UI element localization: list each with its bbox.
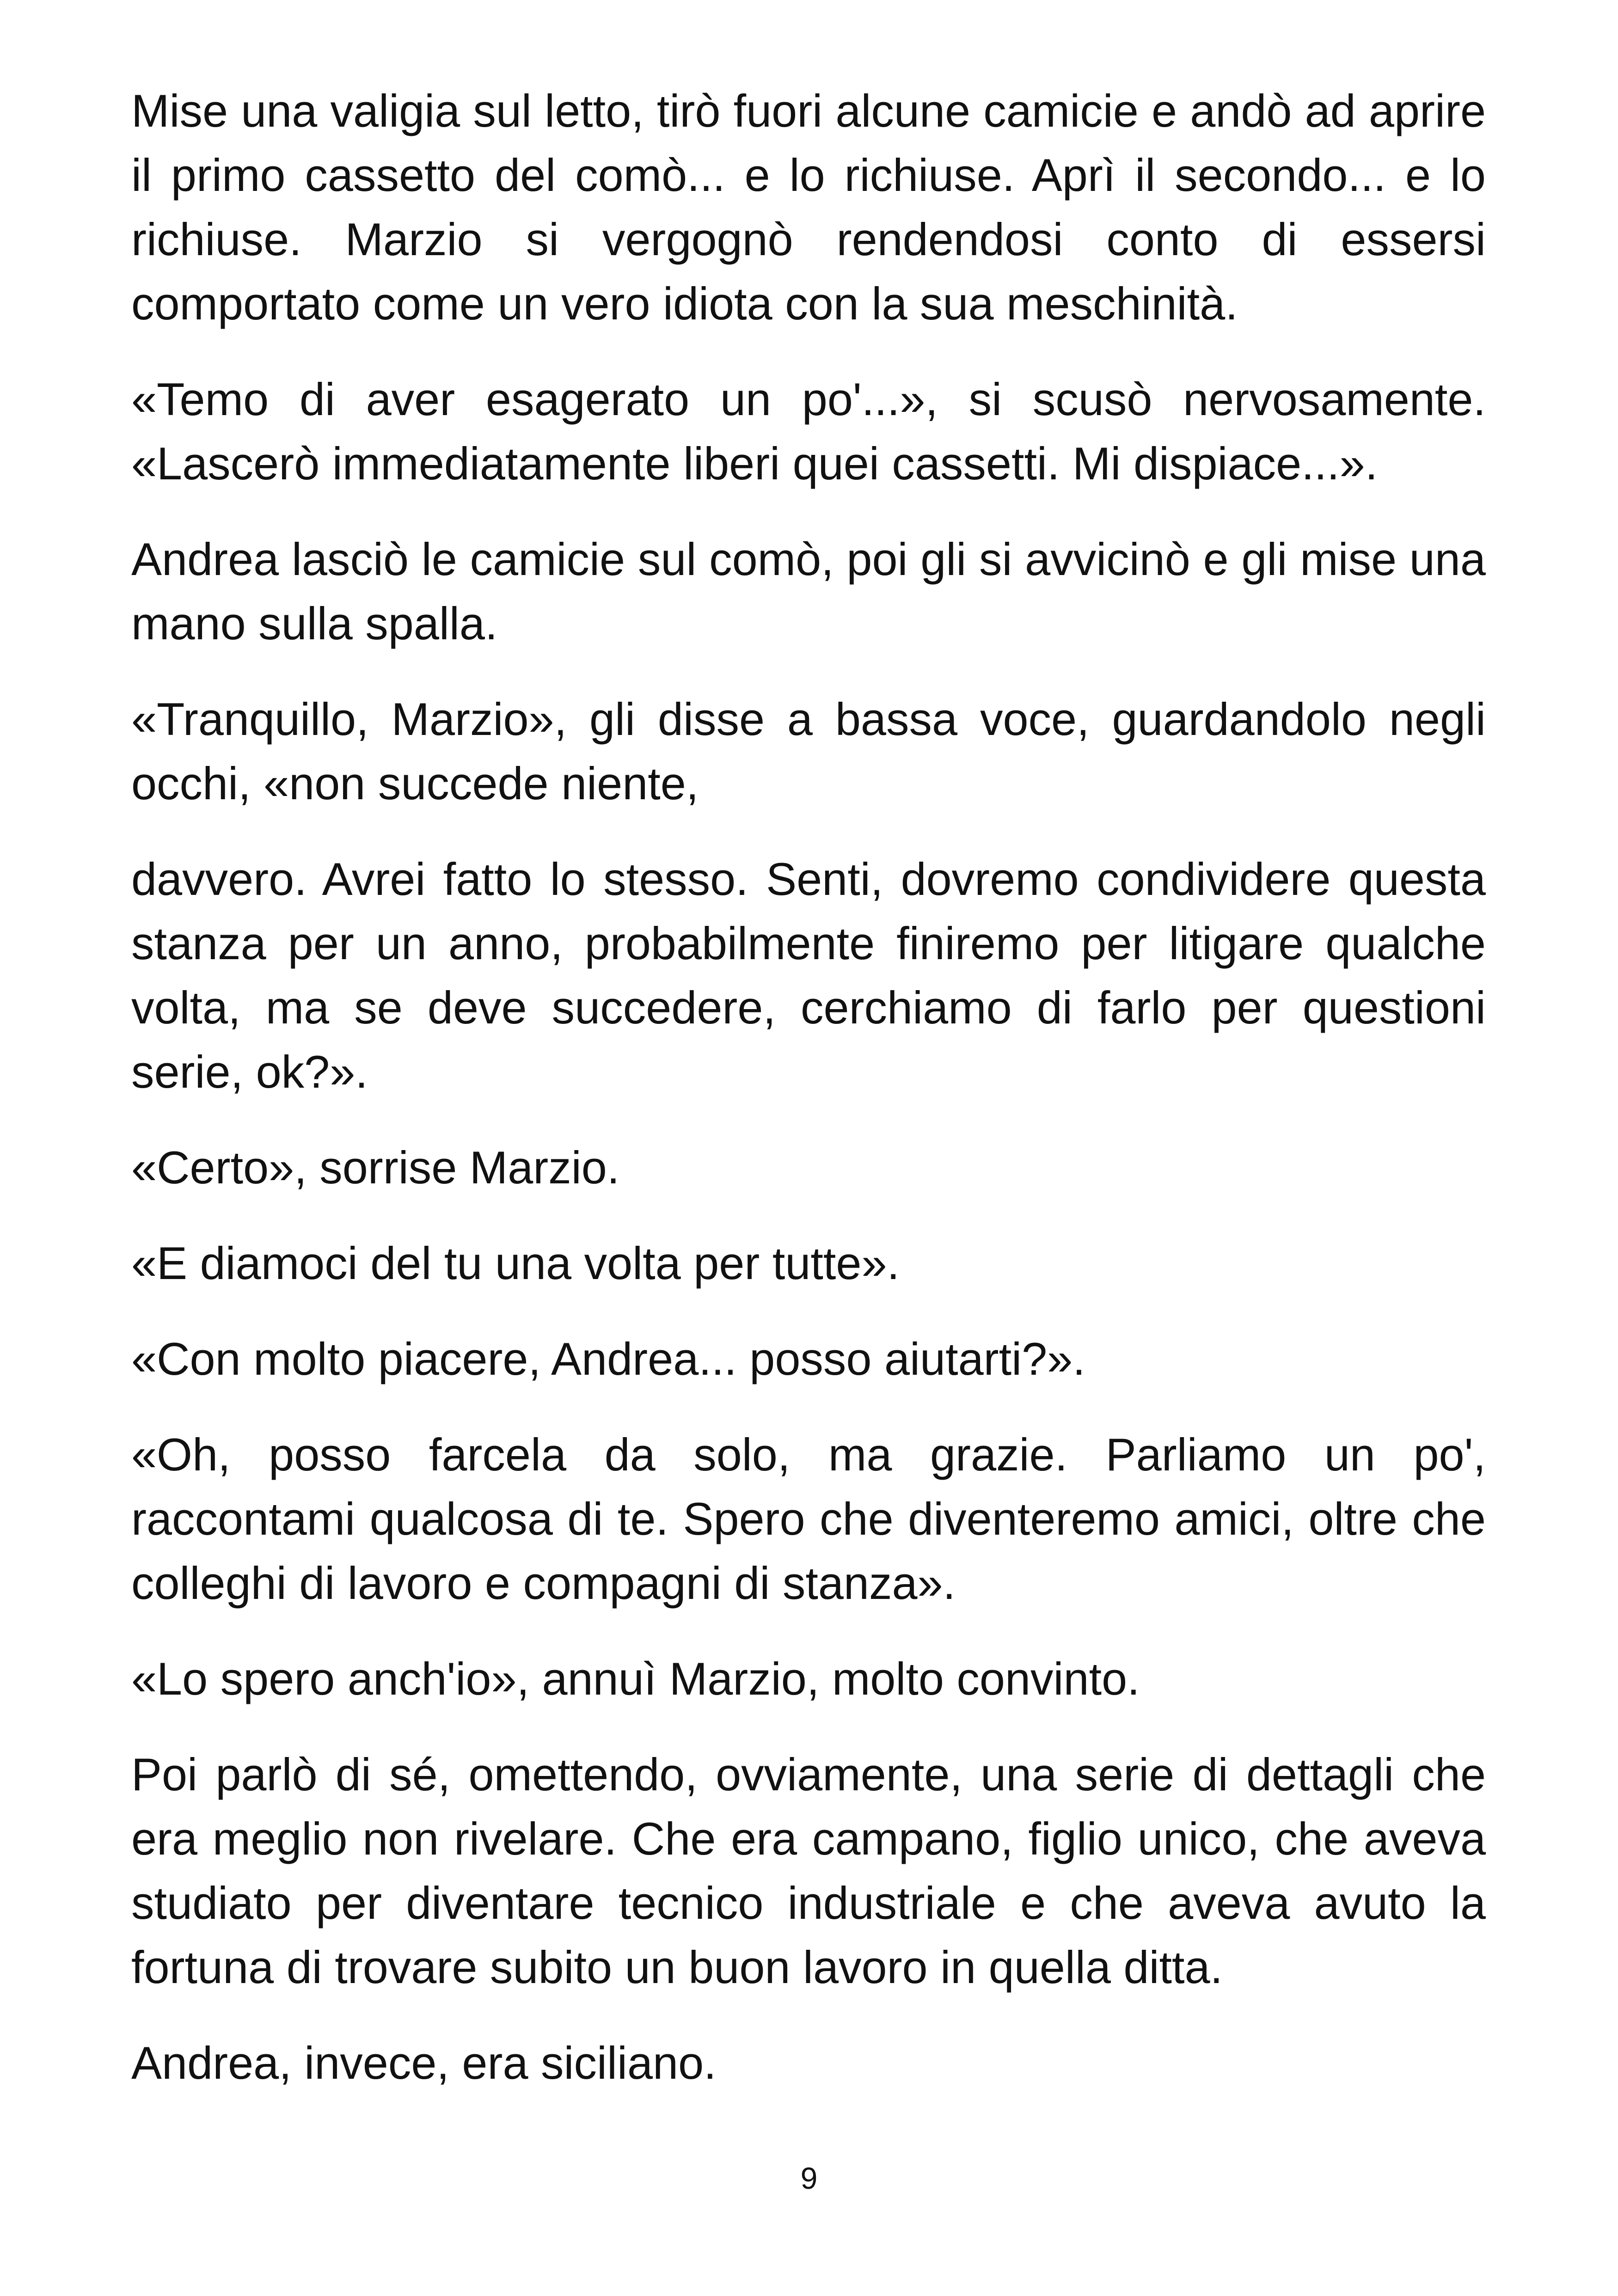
paragraph-6: «Certo», sorrise Marzio. [131,1142,620,1193]
paragraph-8: «Con molto piacere, Andrea... posso aiutarti?». [131,1333,1085,1384]
paragraph-5: davvero. Avrei fatto lo stesso. Senti, dovremo condividere questa stanza per un anno, probabilmente finiremo per litigare qualche volta, ma se deve succedere, cerchiamo di farlo per questioni serie, ok?». [131,853,1486,1097]
paragraph-3: Andrea lasciò le camicie sul comò, poi gli si avvicinò e gli mise una mano sulla spalla. [131,533,1486,649]
paragraph-1: Mise una valigia sul letto, tirò fuori alcune camicie e andò ad aprire il primo cassetto del comò... e lo richiuse. Aprì il secondo... e lo richiuse. Marzio si vergognò rendendosi conto di essersi comportato come un vero idiota con la sua meschinità. [131,85,1486,329]
paragraph-4: «Tranquillo, Marzio», gli disse a bassa voce, guardandolo negli occhi, «non succede niente, [131,693,1486,809]
paragraph-11: Poi parlò di sé, omettendo, ovviamente, una serie di dettagli che era meglio non rivelare. Che era campano, figlio unico, che aveva studiato per diventare tecnico industriale e che aveva avuto la fortuna di trovare subito un buon lavoro in quella ditta. [131,1749,1486,1993]
paragraph-9: «Oh, posso farcela da solo, ma grazie. Parliamo un po', raccontami qualcosa di te. Spero che diventeremo amici, oltre che colleghi di lavoro e compagni di stanza». [131,1429,1486,1609]
paragraph-7: «E diamoci del tu una volta per tutte». [131,1237,900,1289]
paragraph-2: «Temo di aver esagerato un po'...», si scusò nervosamente. «Lascerò immediatamente liberi quei cassetti. Mi dispiace...». [131,373,1486,489]
paragraph-12: Andrea, invece, era siciliano. [131,2037,717,2088]
paragraph-10: «Lo spero anch'io», annuì Marzio, molto convinto. [131,1653,1140,1704]
page-number: 9 [800,2161,818,2195]
body-text [131,79,1486,2126]
